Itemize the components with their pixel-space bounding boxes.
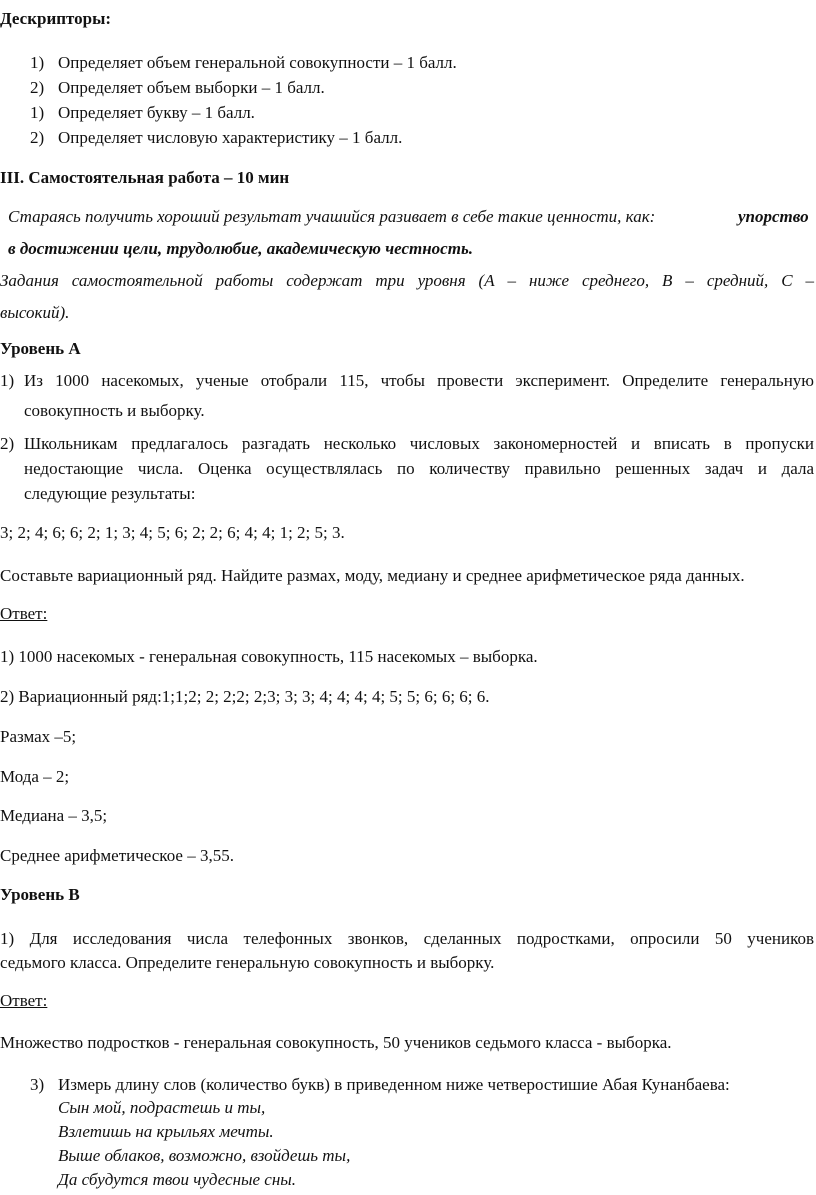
- answer-b1: Множество подростков - генеральная совокупность, 50 учеников седьмого класса - выборка.: [0, 1033, 672, 1052]
- level-a-heading: Уровень А: [0, 339, 81, 358]
- descriptors-heading: Дескрипторы:: [0, 9, 112, 28]
- answer-label: Ответ:: [0, 604, 48, 623]
- answer-median: Медиана – 3,5;: [0, 806, 108, 825]
- descriptor-number: 1): [30, 103, 45, 122]
- descriptor-item: Определяет объем выборки – 1 балл.: [58, 78, 325, 97]
- values-bold-1: упорство: [738, 207, 809, 226]
- descriptor-item: Определяет числовую характеристику – 1 балл.: [58, 128, 403, 147]
- answer-label: Ответ:: [0, 991, 48, 1010]
- section-heading: III. Самостоятельная работа – 10 мин: [0, 168, 290, 187]
- task-b3-text: Измерь длину слов (количество букв) в приведенном ниже четверостишие Абая Кунанбаева:: [58, 1075, 730, 1094]
- task-number: 2): [0, 434, 15, 453]
- values-bold-2: в достижении цели, трудолюбие, академическую честность.: [8, 239, 473, 258]
- task-a1-line-1: Из 1000 насекомых, ученые отобрали 115, чтобы провести эксперимент. Определите генеральную: [24, 371, 814, 390]
- levels-line-1: Задания самостоятельной работы содержат три уровня (А – ниже среднего, В – средний, С –: [0, 271, 814, 290]
- values-intro: Стараясь получить хороший результат учашийся разивает в себе такие ценности, как:: [8, 207, 656, 226]
- answer-2: 2) Вариационный ряд:1;1;2; 2; 2;2; 2;3; 3; 3; 4; 4; 4; 4; 5; 5; 6; 6; 6; 6.: [0, 687, 490, 706]
- task-a2-line-1: Школьникам предлагалось разгадать несколько числовых закономерностей и вписать в пропуски: [24, 434, 814, 453]
- task-a1-line-2: совокупность и выборку.: [24, 401, 205, 420]
- descriptor-number: 1): [30, 53, 45, 72]
- poem-line: Сын мой, подрастешь и ты,: [58, 1098, 266, 1117]
- task-number: 3): [30, 1075, 45, 1094]
- task-a2-line-3: следующие результаты:: [24, 484, 196, 503]
- answer-1: 1) 1000 насекомых - генеральная совокупность, 115 насекомых – выборка.: [0, 647, 538, 666]
- answer-mode: Мода – 2;: [0, 767, 70, 786]
- task-a2-line-2: недостающие числа. Оценка осуществлялась по количеству правильно решенных задач и дала: [24, 459, 814, 478]
- descriptor-item: Определяет букву – 1 балл.: [58, 103, 255, 122]
- task-b1-line-2: седьмого класса. Определите генеральную совокупность и выборку.: [0, 953, 495, 972]
- answer-mean: Среднее арифметическое – 3,55.: [0, 846, 234, 865]
- task-number: 1): [0, 371, 15, 390]
- descriptor-item: Определяет объем генеральной совокупности – 1 балл.: [58, 53, 457, 72]
- level-b-heading: Уровень В: [0, 885, 80, 904]
- levels-line-2: высокий).: [0, 303, 70, 322]
- task-b1-line-1: 1) Для исследования числа телефонных звонков, сделанных подростками, опросили 50 учеников: [0, 929, 814, 948]
- answer-range: Размах –5;: [0, 727, 77, 746]
- poem-line: Выше облаков, возможно, взойдешь ты,: [58, 1146, 351, 1165]
- task-instruction: Составьте вариационный ряд. Найдите размах, моду, медиану и среднее арифметическое ряда данных.: [0, 566, 745, 585]
- descriptor-number: 2): [30, 128, 45, 147]
- descriptor-number: 2): [30, 78, 45, 97]
- poem-line: Взлетишь на крыльях мечты.: [58, 1122, 274, 1141]
- poem-line: Да сбудутся твои чудесные сны.: [58, 1170, 297, 1189]
- data-row: 3; 2; 4; 6; 6; 2; 1; 3; 4; 5; 6; 2; 2; 6; 4; 4; 1; 2; 5; 3.: [0, 523, 345, 542]
